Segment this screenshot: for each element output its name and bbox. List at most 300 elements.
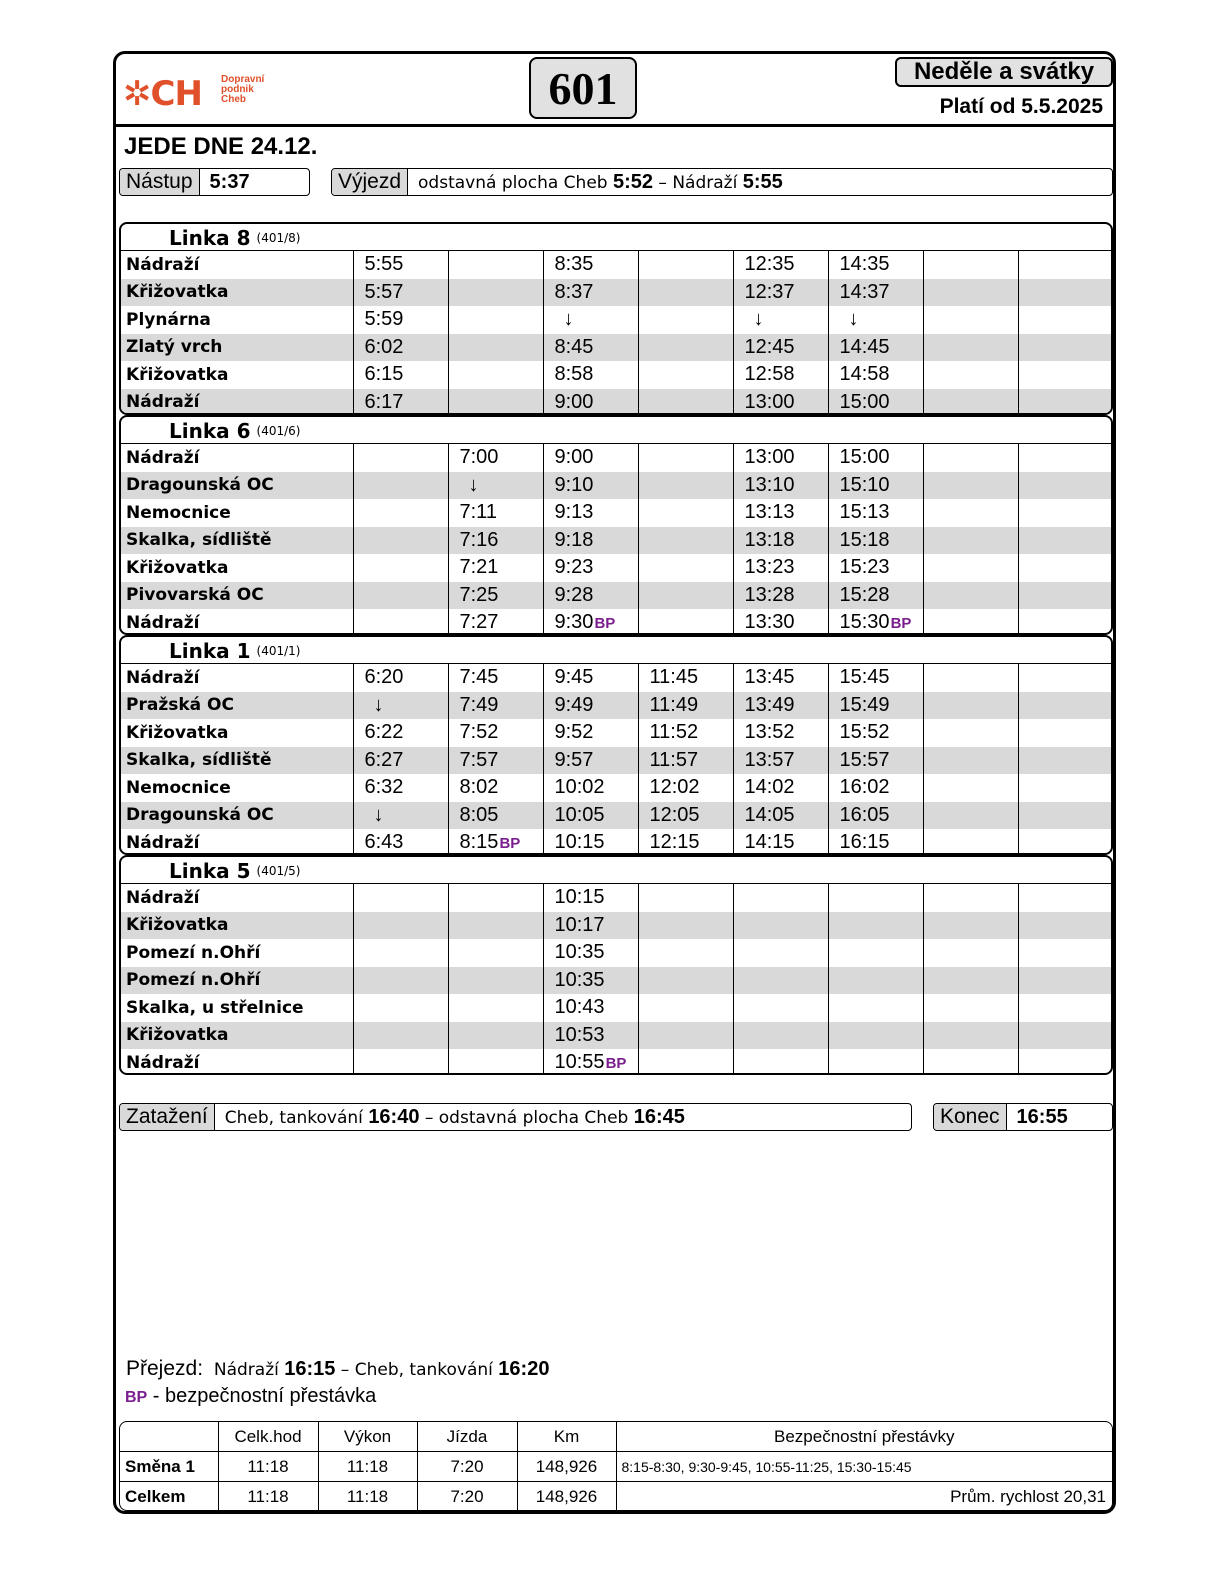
departure-time: 15:57 xyxy=(828,747,923,775)
departure-time xyxy=(733,884,828,912)
departure-time: 9:18 xyxy=(543,527,638,555)
line-title xyxy=(121,857,1111,884)
departure-time: 13:49 xyxy=(733,692,828,720)
departure-time: 6:43 xyxy=(353,829,448,855)
departure-time xyxy=(638,554,733,582)
departure-time xyxy=(448,361,543,389)
departure-time xyxy=(638,912,733,940)
line-name: Linka 8 xyxy=(169,226,251,250)
zatazeni-text: Cheb, tankování 16:40 – odstavná plocha Cheb 16:45 xyxy=(224,1105,685,1128)
summary-header-row: Celk.hod Výkon Jízda Km Bezpečnostní přestávky xyxy=(120,1422,1112,1452)
departure-time xyxy=(1018,389,1113,416)
nastup-time: 5:37 xyxy=(209,170,250,193)
departure-time xyxy=(448,994,543,1022)
konec-time: 16:55 xyxy=(1016,1105,1068,1128)
stop-name: Nádraží xyxy=(126,447,200,468)
departure-time: 14:45 xyxy=(828,334,923,362)
departure-time xyxy=(353,939,448,967)
departure-time: 15:28 xyxy=(828,582,923,610)
departure-time: 15:52 xyxy=(828,719,923,747)
departure-time: 7:21 xyxy=(448,554,543,582)
departure-time: 13:57 xyxy=(733,747,828,775)
line-section xyxy=(119,415,1113,635)
line-section xyxy=(119,222,1113,415)
summary-row-shift: Směna 1 11:18 11:18 7:20 148,926 8:15-8:30, 9:30-9:45, 10:55-11:25, 15:30-15:45 xyxy=(120,1452,1112,1482)
table-row xyxy=(121,306,1113,334)
line-heading xyxy=(169,226,300,250)
line-name: Linka 5 xyxy=(169,859,251,883)
departure-time xyxy=(733,912,828,940)
line-heading xyxy=(169,419,300,443)
departure-time: 12:35 xyxy=(733,251,828,279)
departure-time: 8:02 xyxy=(448,774,543,802)
departure-time xyxy=(923,251,1018,279)
departure-time: 15:13 xyxy=(828,499,923,527)
departure-time xyxy=(448,884,543,912)
departure-time xyxy=(923,967,1018,995)
departure-time xyxy=(353,912,448,940)
konec-box xyxy=(933,1103,1113,1131)
departure-time: 8:05 xyxy=(448,802,543,830)
departure-time xyxy=(923,527,1018,555)
nastup-box xyxy=(119,168,310,196)
departure-time: 6:17 xyxy=(353,389,448,416)
departure-time xyxy=(448,251,543,279)
departure-time xyxy=(638,251,733,279)
departure-time xyxy=(733,1049,828,1075)
departure-time: 14:35 xyxy=(828,251,923,279)
stop-name: Křižovatka xyxy=(121,279,353,307)
departure-time xyxy=(923,609,1018,635)
stop-name: Pomezí n.Ohří xyxy=(126,942,261,963)
line-code: (401/1) xyxy=(256,644,301,658)
line-timetable xyxy=(121,884,1113,1075)
departure-time xyxy=(1018,774,1113,802)
table-row xyxy=(121,1022,1113,1050)
departure-time xyxy=(923,499,1018,527)
table-row xyxy=(121,939,1113,967)
runs-on-date: JEDE DNE 24.12. xyxy=(124,133,318,160)
departure-time xyxy=(638,967,733,995)
departure-time: 10:35 xyxy=(543,939,638,967)
departure-time xyxy=(1018,444,1113,472)
line-timetable xyxy=(121,251,1113,415)
departure-time xyxy=(638,582,733,610)
stop-name: Nádraží xyxy=(126,832,200,853)
departure-time: ↓ xyxy=(353,692,448,720)
departure-time xyxy=(923,719,1018,747)
departure-time xyxy=(1018,582,1113,610)
table-row xyxy=(121,912,1113,940)
line-code: (401/6) xyxy=(256,424,301,438)
departure-time: 9:00 xyxy=(543,389,638,416)
departure-time: 15:00 xyxy=(828,389,923,416)
departure-time: 15:30BP xyxy=(828,609,923,635)
departure-time xyxy=(923,884,1018,912)
departure-time: 13:23 xyxy=(733,554,828,582)
stop-name: Křižovatka xyxy=(121,1022,353,1050)
table-row xyxy=(121,884,1113,912)
departure-time xyxy=(638,279,733,307)
stop-name: Křižovatka xyxy=(126,364,229,385)
departure-time: 6:32 xyxy=(353,774,448,802)
departure-time: 10:53 xyxy=(543,1022,638,1050)
departure-time xyxy=(923,389,1018,416)
departure-time: 9:00 xyxy=(543,444,638,472)
departure-time: 15:23 xyxy=(828,554,923,582)
departure-time: 5:59 xyxy=(353,306,448,334)
stop-name: Skalka, sídliště xyxy=(121,527,353,555)
departure-time xyxy=(353,1022,448,1050)
stop-name: Nádraží xyxy=(126,254,200,275)
departure-time: 12:58 xyxy=(733,361,828,389)
departure-time: 9:57 xyxy=(543,747,638,775)
stop-name: Pivovarská OC xyxy=(121,582,353,610)
departure-time xyxy=(923,279,1018,307)
departure-time xyxy=(353,609,448,635)
bp-mark: BP xyxy=(890,615,912,633)
stop-name: Zlatý vrch xyxy=(121,334,353,362)
departure-time: 16:02 xyxy=(828,774,923,802)
departure-time xyxy=(828,967,923,995)
departure-time: 8:58 xyxy=(543,361,638,389)
departure-time: 6:27 xyxy=(353,747,448,775)
departure-time xyxy=(1018,884,1113,912)
table-row xyxy=(121,582,1113,610)
departure-time: ↓ xyxy=(353,802,448,830)
stop-name: Nádraží xyxy=(126,1052,200,1073)
table-row xyxy=(121,251,1113,279)
departure-time: 10:02 xyxy=(543,774,638,802)
departure-time: 5:57 xyxy=(353,279,448,307)
departure-time xyxy=(638,609,733,635)
table-row xyxy=(121,472,1113,500)
departure-time xyxy=(353,472,448,500)
departure-time: 13:52 xyxy=(733,719,828,747)
departure-time: 9:45 xyxy=(543,664,638,692)
departure-time xyxy=(448,912,543,940)
table-row xyxy=(121,527,1113,555)
departure-time xyxy=(1018,554,1113,582)
departure-time: 7:11 xyxy=(448,499,543,527)
departure-time xyxy=(448,1049,543,1075)
departure-time: 7:00 xyxy=(448,444,543,472)
departure-time: 6:22 xyxy=(353,719,448,747)
table-row xyxy=(121,334,1113,362)
departure-time xyxy=(353,1049,448,1075)
table-row xyxy=(121,609,1113,635)
table-row xyxy=(121,279,1113,307)
departure-time: 7:16 xyxy=(448,527,543,555)
departure-time: ↓ xyxy=(733,306,828,334)
table-row xyxy=(121,747,1113,775)
departure-time xyxy=(353,884,448,912)
prejezd-note: Přejezd: Nádraží 16:15 – Cheb, tankování 16:20 xyxy=(126,1357,550,1380)
departure-time: 15:00 xyxy=(828,444,923,472)
bp-mark: BP xyxy=(605,1055,627,1073)
vyjezd-label: Výjezd xyxy=(332,169,408,195)
departure-time xyxy=(448,306,543,334)
table-row xyxy=(121,967,1113,995)
line-name: Linka 6 xyxy=(169,419,251,443)
departure-time xyxy=(448,334,543,362)
departure-time xyxy=(638,334,733,362)
departure-time: 14:02 xyxy=(733,774,828,802)
stop-name: Nemocnice xyxy=(126,777,231,798)
departure-time: 12:05 xyxy=(638,802,733,830)
departure-time xyxy=(1018,306,1113,334)
departure-time: 9:28 xyxy=(543,582,638,610)
departure-time xyxy=(733,967,828,995)
stop-name: Nádraží xyxy=(126,887,200,908)
departure-time xyxy=(638,939,733,967)
departure-time: 9:30BP xyxy=(543,609,638,635)
departure-time xyxy=(923,939,1018,967)
departure-time: 13:28 xyxy=(733,582,828,610)
stop-name: Pražská OC xyxy=(121,692,353,720)
departure-time: 14:37 xyxy=(828,279,923,307)
departure-time: 15:45 xyxy=(828,664,923,692)
departure-time xyxy=(448,967,543,995)
departure-time xyxy=(923,334,1018,362)
konec-label: Konec xyxy=(934,1104,1007,1130)
departure-time xyxy=(353,967,448,995)
departure-time xyxy=(1018,719,1113,747)
departure-time xyxy=(923,692,1018,720)
departure-time xyxy=(923,361,1018,389)
line-timetable xyxy=(121,444,1113,635)
departure-time xyxy=(638,527,733,555)
departure-time xyxy=(923,802,1018,830)
stop-name: Křižovatka xyxy=(126,722,229,743)
departure-time: 12:15 xyxy=(638,829,733,855)
departure-time xyxy=(1018,334,1113,362)
departure-time: 9:10 xyxy=(543,472,638,500)
departure-time xyxy=(733,939,828,967)
line-heading xyxy=(169,639,300,663)
departure-time: ↓ xyxy=(828,306,923,334)
table-row xyxy=(121,499,1113,527)
stop-name: Plynárna xyxy=(126,309,211,330)
table-row xyxy=(121,802,1113,830)
line-timetable xyxy=(121,664,1113,855)
table-row xyxy=(121,829,1113,855)
departure-time: 11:49 xyxy=(638,692,733,720)
departure-time: 8:45 xyxy=(543,334,638,362)
departure-time xyxy=(353,444,448,472)
departure-time xyxy=(1018,912,1113,940)
departure-time: 14:58 xyxy=(828,361,923,389)
bp-mark: BP xyxy=(594,615,616,633)
departure-time xyxy=(1018,994,1113,1022)
departure-time xyxy=(1018,1022,1113,1050)
departure-time: 7:57 xyxy=(448,747,543,775)
departure-time xyxy=(1018,829,1113,855)
bp-legend: BP - bezpečnostní přestávka xyxy=(125,1385,377,1407)
stop-name: Nemocnice xyxy=(126,502,231,523)
departure-time: 10:43 xyxy=(543,994,638,1022)
departure-time xyxy=(828,1049,923,1075)
departure-time xyxy=(638,306,733,334)
summary-table xyxy=(120,1422,1112,1511)
departure-time: 5:55 xyxy=(353,251,448,279)
departure-time: 16:15 xyxy=(828,829,923,855)
table-row xyxy=(121,774,1113,802)
vyjezd-box xyxy=(331,168,1113,196)
departure-time: 11:52 xyxy=(638,719,733,747)
departure-time xyxy=(828,939,923,967)
departure-time: 13:00 xyxy=(733,444,828,472)
departure-time xyxy=(1018,472,1113,500)
departure-time xyxy=(353,582,448,610)
logo-text: Dopravní podnik Cheb xyxy=(221,74,265,105)
table-row xyxy=(121,664,1113,692)
departure-time xyxy=(638,499,733,527)
departure-time xyxy=(923,582,1018,610)
departure-time xyxy=(828,994,923,1022)
departure-time xyxy=(448,279,543,307)
departure-time xyxy=(923,554,1018,582)
line-title xyxy=(121,637,1111,664)
departure-time xyxy=(1018,1049,1113,1075)
nastup-label: Nástup xyxy=(120,169,200,195)
departure-time xyxy=(353,499,448,527)
stop-name: Dragounská OC xyxy=(121,802,353,830)
departure-time xyxy=(828,912,923,940)
line-code: (401/5) xyxy=(256,864,301,878)
departure-time: 10:55BP xyxy=(543,1049,638,1075)
table-row xyxy=(121,692,1113,720)
departure-time xyxy=(923,774,1018,802)
departure-time xyxy=(733,994,828,1022)
departure-time: 14:15 xyxy=(733,829,828,855)
departure-time: 9:52 xyxy=(543,719,638,747)
departure-time xyxy=(1018,499,1113,527)
line-code: (401/8) xyxy=(256,231,301,245)
departure-time: 13:30 xyxy=(733,609,828,635)
departure-time xyxy=(638,1049,733,1075)
stop-name: Pomezí n.Ohří xyxy=(121,967,353,995)
departure-time: 13:18 xyxy=(733,527,828,555)
departure-time xyxy=(1018,802,1113,830)
table-row xyxy=(121,389,1113,416)
header-divider xyxy=(113,124,1116,127)
departure-time xyxy=(638,361,733,389)
summary-row-total: Celkem 11:18 11:18 7:20 148,926 Prům. rychlost 20,31 xyxy=(120,1482,1112,1512)
departure-time: 8:37 xyxy=(543,279,638,307)
departure-time xyxy=(638,389,733,416)
stop-name: Nádraží xyxy=(121,389,353,416)
stop-name: Křižovatka xyxy=(121,912,353,940)
departure-time: 13:13 xyxy=(733,499,828,527)
departure-time: 15:10 xyxy=(828,472,923,500)
departure-time: 8:35 xyxy=(543,251,638,279)
departure-time xyxy=(638,444,733,472)
departure-time: 7:52 xyxy=(448,719,543,747)
departure-time xyxy=(923,444,1018,472)
line-section xyxy=(119,635,1113,855)
departure-time xyxy=(638,994,733,1022)
stop-name: Nádraží xyxy=(126,667,200,688)
departure-time xyxy=(1018,692,1113,720)
stop-name: Nádraží xyxy=(126,612,200,633)
departure-time xyxy=(448,389,543,416)
table-row xyxy=(121,361,1113,389)
departure-time: 14:05 xyxy=(733,802,828,830)
departure-time xyxy=(1018,664,1113,692)
zatazeni-label: Zatažení xyxy=(120,1104,215,1130)
table-row xyxy=(121,719,1113,747)
departure-time: 6:02 xyxy=(353,334,448,362)
departure-time: 13:45 xyxy=(733,664,828,692)
table-row xyxy=(121,994,1113,1022)
stop-name: Skalka, u střelnice xyxy=(126,997,304,1018)
departure-time: 12:02 xyxy=(638,774,733,802)
shift-summary xyxy=(119,1421,1113,1511)
departure-time xyxy=(828,1022,923,1050)
departure-time xyxy=(1018,939,1113,967)
departure-time: 16:05 xyxy=(828,802,923,830)
departure-time xyxy=(353,527,448,555)
stop-name: Křižovatka xyxy=(126,557,229,578)
departure-time: 9:13 xyxy=(543,499,638,527)
departure-time: 13:00 xyxy=(733,389,828,416)
departure-time: 10:17 xyxy=(543,912,638,940)
departure-time: 8:15BP xyxy=(448,829,543,855)
departure-time xyxy=(638,1022,733,1050)
departure-time: 6:20 xyxy=(353,664,448,692)
departure-time: 12:37 xyxy=(733,279,828,307)
departure-time: 7:27 xyxy=(448,609,543,635)
table-row xyxy=(121,1049,1113,1075)
departure-time xyxy=(923,306,1018,334)
logo-mark: ✲CH xyxy=(123,74,202,114)
departure-time: 13:10 xyxy=(733,472,828,500)
departure-time xyxy=(1018,361,1113,389)
departure-time xyxy=(448,939,543,967)
departure-time xyxy=(1018,527,1113,555)
departure-time xyxy=(733,1022,828,1050)
departure-time: 6:15 xyxy=(353,361,448,389)
departure-time xyxy=(1018,279,1113,307)
departure-time xyxy=(1018,609,1113,635)
departure-time xyxy=(638,884,733,912)
departure-time: 15:18 xyxy=(828,527,923,555)
departure-time xyxy=(1018,747,1113,775)
departure-time: 7:45 xyxy=(448,664,543,692)
departure-time: ↓ xyxy=(543,306,638,334)
line-heading xyxy=(169,859,300,883)
departure-time: 15:49 xyxy=(828,692,923,720)
departure-time: 10:35 xyxy=(543,967,638,995)
departure-time: 7:49 xyxy=(448,692,543,720)
departure-time xyxy=(353,554,448,582)
departure-time xyxy=(923,1049,1018,1075)
stop-name: Skalka, sídliště xyxy=(121,747,353,775)
departure-time: 9:23 xyxy=(543,554,638,582)
departure-time xyxy=(1018,251,1113,279)
stop-name: Dragounská OC xyxy=(121,472,353,500)
line-title xyxy=(121,417,1111,444)
departure-time xyxy=(353,994,448,1022)
route-number: 601 xyxy=(529,57,637,119)
departure-time: 10:05 xyxy=(543,802,638,830)
departure-time: 11:45 xyxy=(638,664,733,692)
departure-time xyxy=(923,1022,1018,1050)
company-logo xyxy=(123,72,283,112)
departure-time: ↓ xyxy=(448,472,543,500)
departure-time: 11:57 xyxy=(638,747,733,775)
